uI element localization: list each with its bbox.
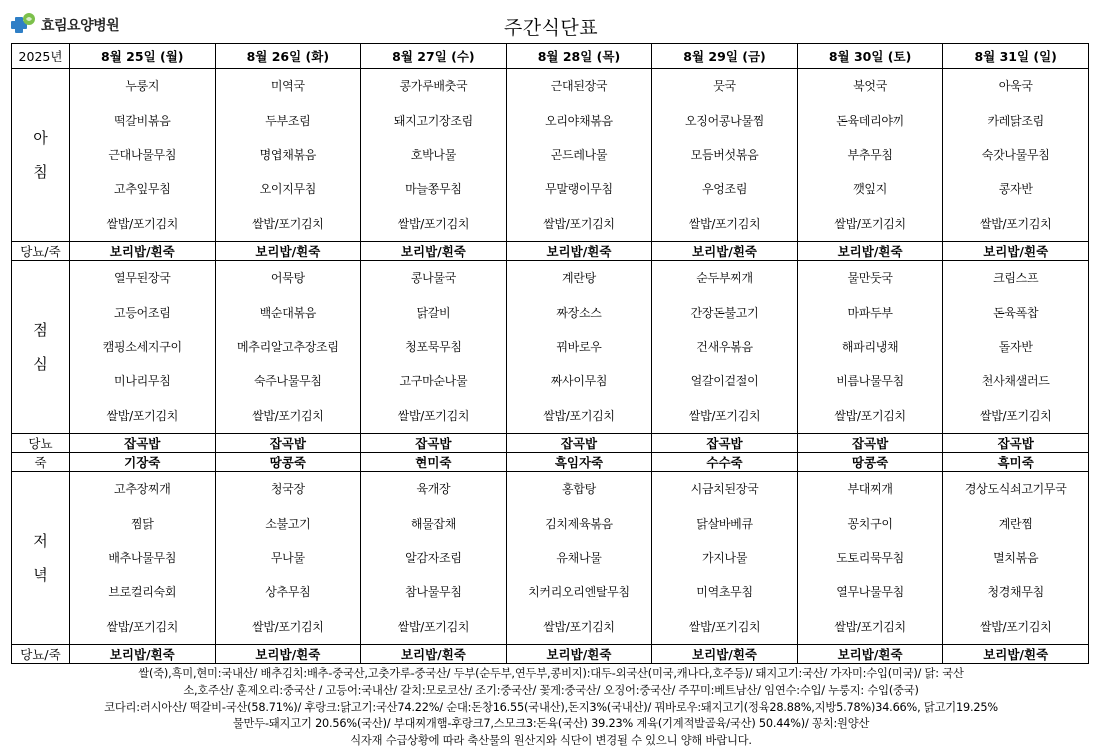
menu-item: 마파두부 — [847, 305, 893, 320]
menu-item: 카레닭조림 — [987, 113, 1044, 128]
menu-item: 무말랭이무침 — [545, 182, 613, 197]
menu-item: 홍합탕 — [562, 482, 596, 497]
menu-item: 쌀밥/포기김치 — [543, 216, 615, 231]
menu-item: 건새우볶음 — [696, 339, 753, 354]
menu-item: 쌀밥/포기김치 — [834, 408, 906, 423]
menu-item: 돌자반 — [998, 339, 1033, 354]
menu-item: 찜닭 — [130, 516, 154, 531]
porridge-cell: 기장죽 — [70, 453, 216, 472]
menu-item: 가지나물 — [701, 550, 748, 565]
breakfast-label-char: 아 — [33, 129, 48, 147]
day-header: 8월 31일 (일) — [943, 44, 1089, 69]
weekly-menu-table — [11, 43, 1089, 664]
menu-item: 비름나물무침 — [836, 374, 904, 389]
menu-item: 명엽채볶음 — [259, 147, 317, 162]
menu-item: 오징어콩나물찜 — [685, 113, 765, 128]
diabetic-porridge-label: 당뇨/죽 — [12, 645, 70, 664]
lunch-diabetic-row — [12, 434, 1089, 453]
diabetic-porridge-cell: 보리밥/흰죽 — [70, 645, 216, 664]
menu-item: 곤드레나물 — [550, 147, 608, 162]
day-header: 8월 28일 (목) — [506, 44, 652, 69]
menu-item: 모듬버섯볶음 — [690, 147, 759, 162]
lunch-cell — [652, 261, 798, 434]
breakfast-label-char: 침 — [33, 163, 48, 181]
menu-item: 미역국 — [270, 79, 305, 94]
lunch-cell — [797, 261, 943, 434]
porridge-cell: 땅콩죽 — [797, 453, 943, 472]
menu-item: 계란찜 — [998, 516, 1033, 531]
dinner-cell — [506, 472, 652, 645]
breakfast-cell — [506, 69, 652, 242]
menu-item: 해파리냉채 — [841, 339, 899, 354]
breakfast-cell — [943, 69, 1089, 242]
menu-item: 도토리묵무침 — [836, 550, 904, 565]
menu-item: 쌀밥/포기김치 — [397, 408, 470, 423]
breakfast-cell — [70, 69, 216, 242]
menu-item: 열무된장국 — [114, 271, 171, 286]
menu-item: 닭살바베큐 — [696, 516, 753, 531]
day-header: 8월 29일 (금) — [652, 44, 798, 69]
diabetic-porridge-cell: 보리밥/흰죽 — [943, 645, 1089, 664]
lunch-cell — [506, 261, 652, 434]
menu-item: 쌀밥/포기김치 — [106, 408, 179, 423]
porridge-cell: 흑임자죽 — [506, 453, 652, 472]
menu-item: 메추리알고추장조림 — [237, 339, 339, 354]
menu-item: 꿔바로우 — [556, 339, 602, 354]
origin-notice-line: 코다리:러시아산/ 떡갈비-국산(58.71%)/ 후랑크:닭고기:국산74.22%/ 순대:돈창16.55(국내산),돈지3%(국내산)/ 꿔바로우:돼지고기(정육28.88%,지방5.78%)34.66%, 닭고기19.25% — [104, 700, 998, 714]
menu-item: 부추무침 — [847, 147, 893, 162]
menu-item: 콩가루배춧국 — [399, 79, 468, 94]
menu-item: 북엇국 — [853, 79, 888, 94]
menu-item: 돈육폭찹 — [993, 305, 1039, 320]
menu-item: 열무나물무침 — [836, 585, 904, 600]
porridge-label: 죽 — [12, 453, 70, 472]
menu-item: 쌀밥/포기김치 — [106, 619, 179, 634]
menu-item: 쌀밥/포기김치 — [543, 408, 615, 423]
menu-item: 콩나물국 — [410, 271, 456, 286]
menu-item: 근대된장국 — [550, 79, 608, 94]
menu-item: 상추무침 — [265, 585, 311, 600]
menu-item: 브로컬리숙회 — [108, 585, 177, 600]
diabetic-cell: 잡곡밥 — [506, 434, 652, 453]
menu-item: 쌀밥/포기김치 — [979, 408, 1052, 423]
menu-item: 쌀밥/포기김치 — [688, 216, 761, 231]
dinner-cell — [943, 472, 1089, 645]
menu-item: 쌀밥/포기김치 — [106, 216, 179, 231]
menu-item: 김치제육볶음 — [545, 516, 613, 531]
dinner-diabetic-row — [12, 645, 1089, 664]
menu-item: 쌀밥/포기김치 — [252, 216, 324, 231]
menu-item: 쌀밥/포기김치 — [252, 619, 324, 634]
diabetic-cell: 잡곡밥 — [70, 434, 216, 453]
menu-item: 쌀밥/포기김치 — [397, 619, 470, 634]
origin-notice — [0, 666, 1102, 750]
menu-item: 쌀밥/포기김치 — [979, 619, 1052, 634]
lunch-cell — [215, 261, 361, 434]
diabetic-porridge-cell: 보리밥/흰죽 — [797, 242, 943, 261]
diabetic-cell: 잡곡밥 — [215, 434, 361, 453]
lunch-cell — [361, 261, 507, 434]
menu-item: 쌀밥/포기김치 — [834, 216, 906, 231]
page-header — [0, 0, 1102, 44]
hospital-name: 효림요양병원 — [41, 18, 120, 34]
dinner-label-char: 저 — [33, 532, 48, 550]
menu-item: 마늘쫑무침 — [405, 182, 462, 197]
breakfast-cell — [652, 69, 798, 242]
menu-item: 아욱국 — [998, 79, 1033, 94]
change-notice: 식자재 수급상황에 따라 축산물의 원산지와 식단이 변경될 수 있으니 양해 바랍니다. — [350, 734, 752, 748]
menu-item: 우엉조림 — [701, 182, 748, 197]
menu-item: 얼갈이겉절이 — [690, 374, 759, 389]
menu-item: 부대찌개 — [847, 482, 893, 497]
diabetic-porridge-cell: 보리밥/흰죽 — [215, 645, 361, 664]
porridge-cell: 땅콩죽 — [215, 453, 361, 472]
menu-item: 고등어조림 — [114, 305, 171, 320]
menu-item: 쌀밥/포기김치 — [252, 408, 324, 423]
menu-item: 누룽지 — [125, 79, 160, 94]
menu-item: 청포묵무침 — [405, 339, 462, 354]
menu-item: 쌀밥/포기김치 — [688, 408, 761, 423]
menu-item: 깻잎지 — [853, 182, 888, 197]
diabetic-label: 당뇨 — [12, 434, 70, 453]
breakfast-row — [12, 69, 1089, 242]
dinner-cell — [797, 472, 943, 645]
menu-item: 짜사이무침 — [550, 374, 608, 389]
menu-item: 미나리무침 — [114, 374, 171, 389]
menu-item: 꽁치구이 — [847, 516, 893, 531]
lunch-cell — [943, 261, 1089, 434]
diabetic-porridge-cell: 보리밥/흰죽 — [361, 242, 507, 261]
porridge-cell: 흑미죽 — [943, 453, 1089, 472]
diabetic-cell: 잡곡밥 — [652, 434, 798, 453]
header-row — [12, 44, 1089, 69]
menu-item: 청국장 — [270, 482, 305, 497]
dinner-label-char: 녁 — [33, 566, 48, 584]
diabetic-porridge-label: 당뇨/죽 — [12, 242, 70, 261]
menu-item: 백순대볶음 — [259, 305, 317, 320]
menu-item: 고추잎무침 — [114, 182, 171, 197]
diabetic-porridge-cell: 보리밥/흰죽 — [506, 242, 652, 261]
dinner-cell — [215, 472, 361, 645]
page-title: 주간식단표 — [503, 17, 599, 39]
diabetic-porridge-cell: 보리밥/흰죽 — [652, 242, 798, 261]
diabetic-cell: 잡곡밥 — [797, 434, 943, 453]
menu-item: 알감자조림 — [405, 550, 462, 565]
day-header: 8월 30일 (토) — [797, 44, 943, 69]
dinner-cell — [652, 472, 798, 645]
lunch-porridge-row — [12, 453, 1089, 472]
menu-item: 호박나물 — [410, 147, 456, 162]
diabetic-cell: 잡곡밥 — [361, 434, 507, 453]
menu-item: 육개장 — [416, 482, 451, 497]
breakfast-cell — [797, 69, 943, 242]
menu-item: 오리야채볶음 — [545, 113, 613, 128]
diabetic-porridge-cell: 보리밥/흰죽 — [215, 242, 361, 261]
origin-notice-line: 소,호주산/ 훈제오리:중국산 / 고등어:국내산/ 갈치:모로코산/ 조기:중국산/ 꽃게:중국산/ 오징어:중국산/ 주꾸미:베트남산/ 임연수:수입/ 누룽지: 수입(중국) — [183, 683, 919, 697]
breakfast-cell — [215, 69, 361, 242]
lunch-label-char: 심 — [33, 355, 48, 373]
lunch-label — [12, 261, 70, 434]
menu-item: 청경채무침 — [987, 585, 1044, 600]
menu-item: 소불고기 — [265, 516, 311, 531]
breakfast-diabetic-row — [12, 242, 1089, 261]
menu-item: 치커리오리엔탈무침 — [528, 585, 630, 600]
menu-item: 유채나물 — [556, 550, 602, 565]
dinner-cell — [361, 472, 507, 645]
menu-item: 어묵탕 — [270, 271, 305, 286]
diabetic-porridge-cell: 보리밥/흰죽 — [506, 645, 652, 664]
menu-item: 쌀밥/포기김치 — [397, 216, 470, 231]
dinner-row — [12, 472, 1089, 645]
menu-item: 두부조림 — [265, 113, 311, 128]
breakfast-label — [12, 69, 70, 242]
menu-item: 무나물 — [270, 550, 305, 565]
menu-item: 근대나물무침 — [108, 147, 177, 162]
porridge-cell: 수수죽 — [652, 453, 798, 472]
diabetic-porridge-cell: 보리밥/흰죽 — [361, 645, 507, 664]
menu-item: 멸치볶음 — [993, 550, 1039, 565]
menu-item: 돈육데리야끼 — [836, 113, 904, 128]
day-header: 8월 25일 (월) — [70, 44, 216, 69]
diabetic-cell: 잡곡밥 — [943, 434, 1089, 453]
menu-item: 돼지고기장조림 — [393, 113, 473, 128]
menu-item: 고구마순나물 — [399, 374, 468, 389]
menu-item: 천사채샐러드 — [981, 374, 1050, 389]
menu-item: 숙갓나물무침 — [981, 147, 1050, 162]
menu-item: 시금치된장국 — [690, 482, 759, 497]
menu-item: 물만둣국 — [847, 271, 893, 286]
menu-item: 숙주나물무침 — [253, 374, 322, 389]
menu-item: 순두부찌개 — [696, 271, 753, 286]
menu-item: 해물잡채 — [410, 516, 456, 531]
year-cell: 2025년 — [12, 44, 70, 69]
menu-item: 계란탕 — [562, 271, 596, 286]
lunch-cell — [70, 261, 216, 434]
menu-item: 고추장찌개 — [114, 482, 171, 497]
menu-item: 닭갈비 — [416, 305, 451, 320]
menu-item: 쌀밥/포기김치 — [543, 619, 615, 634]
dinner-cell — [70, 472, 216, 645]
dinner-label — [12, 472, 70, 645]
menu-item: 캠핑소세지구이 — [102, 339, 182, 354]
menu-item: 콩자반 — [998, 182, 1033, 197]
menu-item: 미역초무침 — [696, 585, 753, 600]
menu-item: 경상도식쇠고기무국 — [964, 482, 1067, 497]
diabetic-porridge-cell: 보리밥/흰죽 — [652, 645, 798, 664]
menu-item: 크림스프 — [993, 271, 1039, 286]
diabetic-porridge-cell: 보리밥/흰죽 — [797, 645, 943, 664]
menu-item: 오이지무침 — [259, 182, 317, 197]
menu-item: 쌀밥/포기김치 — [979, 216, 1052, 231]
lunch-row — [12, 261, 1089, 434]
origin-notice-line: 쌀(죽),흑미,현미:국내산/ 배추김치:배추-중국산,고춧가루-중국산/ 두부(순두부,연두부,콩비지):대두-외국산(미국,캐나다,호주등)/ 돼지고기:국산/ 가자미:수입(미국)/ 닭: 국산 — [138, 667, 964, 680]
menu-item: 배추나물무침 — [108, 550, 177, 565]
menu-item: 떡갈비볶음 — [114, 113, 171, 128]
lunch-label-char: 점 — [33, 321, 48, 339]
origin-notice-line: 물만두-돼지고기 20.56%(국산)/ 부대찌개햄-후랑크7,스모크3:돈육(국산) 39.23% 계육(기계적발골육/국산) 50.44%)/ 꽁치:원양산 — [232, 717, 870, 731]
menu-item: 뭇국 — [713, 79, 736, 94]
diabetic-porridge-cell: 보리밥/흰죽 — [70, 242, 216, 261]
menu-item: 간장돈불고기 — [690, 305, 759, 320]
porridge-cell: 현미죽 — [361, 453, 507, 472]
day-header: 8월 27일 (수) — [361, 44, 507, 69]
menu-item: 짜장소스 — [556, 305, 602, 320]
menu-item: 참나물무침 — [405, 585, 462, 600]
day-header: 8월 26일 (화) — [215, 44, 361, 69]
menu-item: 쌀밥/포기김치 — [688, 619, 761, 634]
breakfast-cell — [361, 69, 507, 242]
diabetic-porridge-cell: 보리밥/흰죽 — [943, 242, 1089, 261]
menu-item: 쌀밥/포기김치 — [834, 619, 906, 634]
